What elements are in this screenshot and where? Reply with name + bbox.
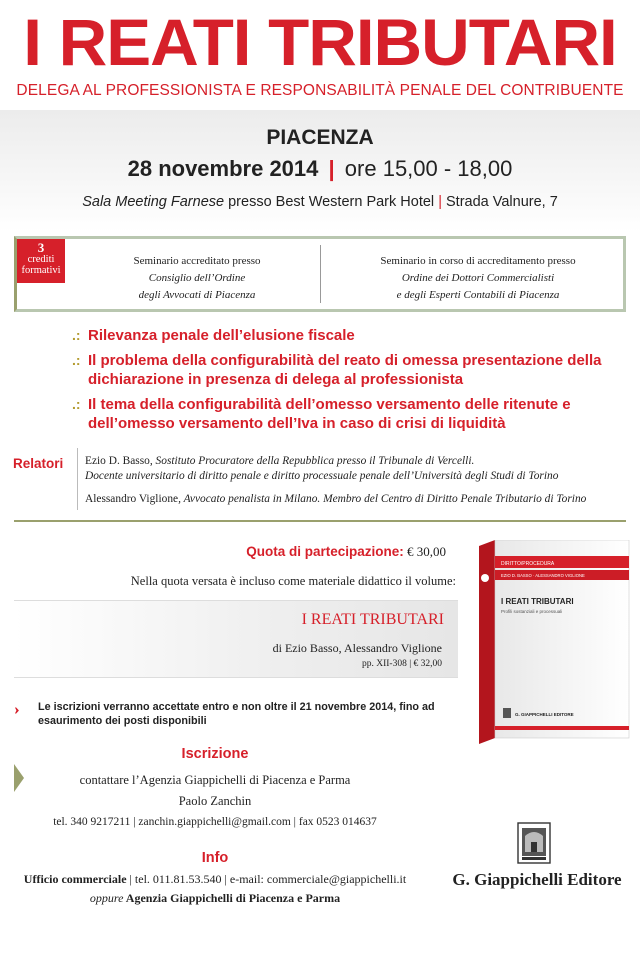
- cover-title: I REATI TRIBUTARI: [501, 597, 574, 606]
- fee-line: [0, 544, 446, 560]
- registration-contact-name: Paolo Zanchin: [178, 794, 252, 808]
- event-city: PIACENZA: [266, 126, 374, 149]
- topic-text: Il tema della configurabilità dell’omesso versamento delle ritenute e dell’omesso versamento dell’Iva in caso di crisi di liquidità: [88, 396, 571, 432]
- accreditation-left-org-2: degli Avvocati di Piacenza: [138, 289, 256, 301]
- book-authors: di Ezio Basso, Alessandro Viglione: [272, 641, 442, 655]
- accreditation-left-org-1: Consiglio dell’Ordine: [148, 272, 246, 284]
- accreditation-right-head: Seminario in corso di accreditamento presso: [380, 255, 576, 267]
- speakers-body: [85, 454, 637, 507]
- deadline-arrows-icon: ››: [14, 701, 15, 718]
- info-office-contacts: | tel. 011.81.53.540 | e-mail: commerciale@giappichelli.it: [126, 872, 407, 886]
- speakers-label: Relatori: [13, 456, 64, 471]
- credits-number: 3: [37, 240, 45, 255]
- cover-authors: EZIO D. BASSO · ALESSANDRO VIGLIONE: [501, 573, 585, 578]
- accreditation-left-head: Seminario accreditato presso: [133, 255, 261, 267]
- topic-bullet: .:: [72, 396, 81, 412]
- main-title: I REATI TRIBUTARI: [23, 5, 617, 79]
- credits-label-1: crediti: [27, 254, 55, 265]
- accreditation-box: [14, 236, 626, 312]
- speaker-1-desc: , Sostituto Procuratore della Repubblica presso il Tribunale di Vercelli.: [149, 455, 475, 467]
- venue-room: Sala Meeting Farnese: [82, 194, 225, 210]
- topic-item: [72, 395, 632, 433]
- event-time: ore 15,00 - 18,00: [344, 156, 513, 181]
- topic-item: [72, 351, 632, 389]
- accreditation-right-org-1: Ordine dei Dottori Commercialisti: [401, 272, 555, 284]
- topics-list: [72, 326, 632, 439]
- registration-line-1: contattare l’Agenzia Giappichelli di Piacenza e Parma: [79, 773, 351, 787]
- registration-body: [0, 770, 430, 833]
- book-pages-price: pp. XII-308 | € 32,00: [361, 659, 442, 669]
- topic-item: [72, 326, 632, 345]
- cover-subtitle: Profili sostanziali e processuali: [501, 609, 563, 614]
- book-cover-image: [475, 540, 633, 744]
- info-body: [0, 870, 430, 908]
- info-agency: Agenzia Giappichelli di Piacenza e Parma: [123, 891, 341, 905]
- topic-text: Rilevanza penale dell’elusione fiscale: [88, 327, 355, 344]
- event-venue: [0, 194, 640, 210]
- info-title: Info: [201, 850, 229, 866]
- topic-bullet: .:: [72, 352, 81, 368]
- fee-included-text: Nella quota versata è incluso come materiale didattico il volume:: [130, 574, 456, 588]
- book-box: [14, 600, 458, 678]
- cover-series: DIRITTO/PROCEDURA: [501, 561, 555, 567]
- subtitle: DELEGA AL PROFESSIONISTA E RESPONSABILITÀ PENALE DEL CONTRIBUENTE: [16, 82, 624, 99]
- fee-amount: € 30,00: [407, 544, 446, 559]
- info-office: Ufficio commerciale: [23, 872, 127, 886]
- topic-text: Il problema della configurabilità del reato di omessa presentazione della dichiarazione in presenza di delega al professionista: [88, 352, 602, 388]
- deadline-text: Le iscrizioni verranno accettate entro e non oltre il 21 novembre 2014, fino ad esaurimento dei posti disponibili: [38, 701, 435, 727]
- accreditation-right: [333, 253, 623, 304]
- separator: |: [328, 156, 335, 181]
- event-date: 28 novembre 2014: [127, 156, 319, 181]
- info-or: oppure: [89, 891, 124, 905]
- publisher-logo-icon: [517, 822, 551, 864]
- speakers-section: [0, 444, 640, 514]
- credits-label-2: formativi: [21, 265, 61, 276]
- fee-label: Quota di partecipazione:: [246, 544, 404, 559]
- event-band: [0, 110, 640, 232]
- speaker-1-desc-2: Docente universitario di diritto penale e diritto processuale penale dell’Università degli Studi di Torino: [85, 470, 559, 482]
- venue-address: Strada Valnure, 7: [441, 194, 558, 210]
- credits-badge: [17, 239, 65, 283]
- accreditation-left: [79, 253, 315, 304]
- speaker-2-desc: , Avvocato penalista in Milano. Membro del Centro di Diritto Penale Tributario di Torino: [178, 493, 587, 505]
- info-line-2: [0, 889, 430, 908]
- registration-contacts: tel. 340 9217211 | zanchin.giappichelli@gmail.com | fax 0523 014637: [53, 816, 377, 828]
- speaker-2-name: Alessandro Viglione: [85, 493, 179, 505]
- topic-bullet: .:: [72, 327, 81, 343]
- separator: |: [438, 194, 442, 210]
- info-line-1: [0, 870, 430, 889]
- cover-publisher: G. GIAPPICHELLI EDITORE: [515, 712, 574, 717]
- registration-title: Iscrizione: [181, 746, 249, 762]
- accreditation-divider: [320, 245, 321, 303]
- book-title: I REATI TRIBUTARI: [301, 611, 444, 628]
- speakers-divider: [77, 448, 78, 510]
- venue-hotel: presso Best Western Park Hotel: [224, 194, 439, 210]
- publisher-name: G. Giappichelli Editore: [452, 870, 622, 889]
- event-dateline: [0, 156, 640, 182]
- accreditation-right-org-2: e degli Esperti Contabili di Piacenza: [396, 289, 560, 301]
- speaker-2: [85, 492, 637, 507]
- section-divider: [14, 520, 626, 522]
- speaker-1: [85, 454, 637, 469]
- speaker-1-name: Ezio D. Basso: [85, 455, 150, 467]
